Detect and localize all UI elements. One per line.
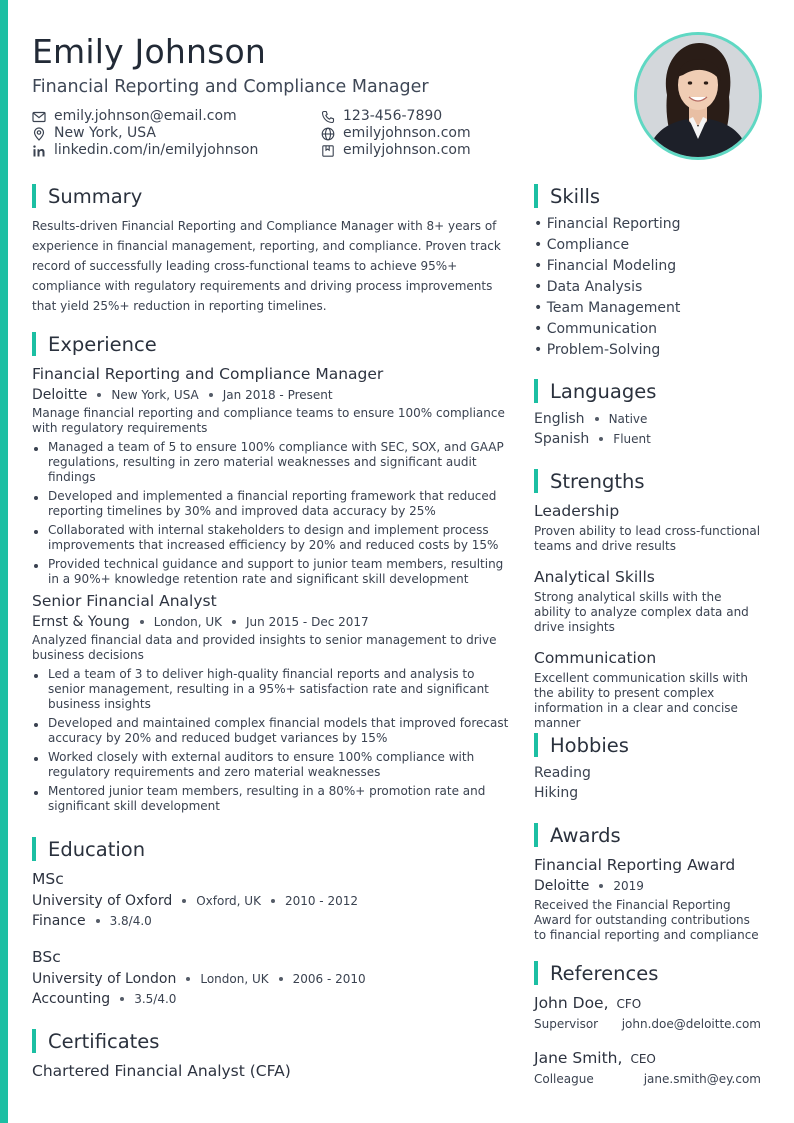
contact-email[interactable] [32, 108, 237, 125]
reference-name: Jane Smith, [534, 1049, 623, 1067]
school-location: Oxford, UK [196, 894, 261, 908]
reference-details [534, 1017, 761, 1031]
strength-item [534, 502, 762, 554]
location-text: New York, USA [54, 125, 156, 141]
strength-name: Analytical Skills [534, 568, 655, 586]
contact-portfolio[interactable] [321, 142, 471, 159]
school-meta [32, 971, 366, 987]
certificates-heading: Certificates [32, 1029, 159, 1053]
gpa: 3.5/4.0 [134, 992, 177, 1006]
strength-name: Communication [534, 649, 657, 667]
job-location: New York, USA [111, 388, 199, 402]
reference-header [534, 1049, 761, 1067]
job-bullets [32, 440, 512, 587]
awards-heading: Awards [534, 823, 621, 847]
hobby-item: Hiking [534, 785, 579, 801]
skill-item: • Financial Modeling [534, 258, 677, 274]
language-level: Fluent [613, 432, 651, 446]
reference-email[interactable]: jane.smith@ey.com [643, 1072, 761, 1086]
phone-icon [321, 110, 335, 124]
job-meta [32, 387, 512, 403]
list-item: Mentored junior team members, resulting in a 80%+ promotion rate and significant skill development [32, 784, 512, 814]
list-item: Collaborated with internal stakeholders to design and implement process improvements that increased efficiency by 20% and reduced costs by 15% [32, 523, 512, 553]
linkedin-icon [32, 144, 46, 158]
contact-phone[interactable] [321, 108, 442, 125]
skill-item: • Problem-Solving [534, 342, 661, 358]
phone-text: 123-456-7890 [343, 108, 443, 124]
strength-description: Strong analytical skills with the ability to analyze complex data and drive insights [534, 590, 749, 634]
field-meta [32, 913, 358, 929]
reference-role: CFO [616, 997, 642, 1011]
education-item [32, 948, 366, 1007]
list-item: Worked closely with external auditors to ensure 100% compliance with regulatory requirements and zero material weaknesses [32, 750, 512, 780]
reference-email[interactable]: john.doe@deloitte.com [621, 1017, 761, 1031]
reference-details [534, 1072, 761, 1086]
languages-heading: Languages [534, 379, 656, 403]
education-heading: Education [32, 837, 145, 861]
language-level: Native [608, 412, 648, 426]
language-name: Spanish [534, 431, 590, 447]
language-item [534, 411, 651, 427]
list-item: Developed and maintained complex financial models that improved forecast accuracy by 20% and reduced budget variances by 15% [32, 716, 512, 746]
field-meta [32, 991, 366, 1007]
reference-item [534, 994, 761, 1031]
list-item: Developed and implemented a financial reporting framework that reduced reporting timelines by 30% and improved data accuracy by 25% [32, 489, 512, 519]
experience-item [32, 365, 512, 591]
skills-heading: Skills [534, 184, 600, 208]
education-item [32, 870, 358, 929]
company-name: Deloitte [32, 387, 88, 403]
school-name: University of Oxford [32, 893, 173, 909]
award-description: Received the Financial Reporting Award for outstanding contributions to financial reporting and compliance [534, 898, 759, 942]
experience-item [32, 592, 512, 818]
award-year: 2019 [613, 879, 644, 893]
skill-item: • Team Management [534, 300, 681, 316]
hobbies-heading: Hobbies [534, 733, 629, 757]
strength-item [534, 568, 762, 635]
profile-photo-image [637, 35, 759, 157]
job-description: Manage financial reporting and compliance teams to ensure 100% compliance with regulatory requirements [32, 406, 505, 435]
skills-list [534, 214, 681, 361]
field-of-study: Accounting [32, 991, 111, 1007]
list-item: Managed a team of 5 to ensure 100% compliance with SEC, SOX, and GAAP regulations, resulting in zero material weaknesses and significant audit findings [32, 440, 512, 485]
summary-heading: Summary [32, 184, 142, 208]
award-issuer: Deloitte [534, 878, 590, 894]
contact-location [32, 125, 156, 142]
strength-item [534, 649, 762, 731]
references-heading: References [534, 961, 658, 985]
profile-photo [634, 32, 762, 160]
degree: MSc [32, 870, 64, 888]
strength-description: Proven ability to lead cross-functional teams and drive results [534, 524, 761, 553]
school-dates: 2006 - 2010 [292, 972, 366, 986]
reference-header [534, 994, 761, 1012]
reference-name: John Doe, [534, 994, 609, 1012]
reference-role: CEO [630, 1052, 656, 1066]
skill-item: • Compliance [534, 237, 630, 253]
certificate-item: Chartered Financial Analyst (CFA) [32, 1062, 291, 1080]
strength-name: Leadership [534, 502, 620, 520]
strengths-heading: Strengths [534, 469, 645, 493]
person-name: Emily Johnson [32, 32, 267, 71]
job-description: Analyzed financial data and provided insights to senior management to drive business decisions [32, 633, 497, 662]
experience-heading: Experience [32, 332, 157, 356]
list-item: Provided technical guidance and support to junior team members, resulting in a 90%+ knowledge retention rate and significant skill development [32, 557, 512, 587]
hobby-item: Reading [534, 765, 591, 781]
award-name: Financial Reporting Award [534, 856, 736, 874]
award-item [534, 856, 762, 943]
person-title: Financial Reporting and Compliance Manager [32, 77, 429, 97]
reference-item [534, 1049, 761, 1086]
job-dates: Jan 2018 - Present [222, 388, 333, 402]
linkedin-text: linkedin.com/in/emilyjohnson [54, 142, 259, 158]
summary-text: Results-driven Financial Reporting and Compliance Manager with 8+ years of experience in financial management, reporting, and compliance. Proven track record of successfully leading cross-functional teams to achieve 95%+ compliance with regulatory requirements and driving process improvements that yield 25%+ reduction in reporting timelines. [32, 219, 501, 313]
email-text: emily.johnson@email.com [54, 108, 237, 124]
school-meta [32, 893, 358, 909]
language-item [534, 431, 651, 447]
language-name: English [534, 411, 585, 427]
job-dates: Jun 2015 - Dec 2017 [246, 615, 369, 629]
skill-item: • Data Analysis [534, 279, 643, 295]
job-title: Senior Financial Analyst [32, 592, 217, 610]
field-of-study: Finance [32, 913, 86, 929]
location-pin-icon [32, 127, 46, 141]
contact-website[interactable] [321, 125, 471, 142]
award-meta [534, 878, 762, 894]
website-text: emilyjohnson.com [343, 125, 471, 141]
globe-icon [321, 127, 335, 141]
hobbies-list [534, 765, 591, 801]
list-item: Led a team of 3 to deliver high-quality financial reports and analysis to senior management, resulting in a 95%+ satisfaction rate and significant business insights [32, 667, 512, 712]
degree: BSc [32, 948, 61, 966]
skill-item: • Financial Reporting [534, 216, 681, 232]
contact-linkedin[interactable] [32, 142, 258, 159]
company-name: Ernst & Young [32, 614, 130, 630]
mail-icon [32, 110, 46, 124]
portfolio-text: emilyjohnson.com [343, 142, 471, 158]
strength-description: Excellent communication skills with the ability to present complex information in a clear and concise manner [534, 671, 748, 730]
skill-item: • Communication [534, 321, 658, 337]
job-bullets [32, 667, 512, 814]
job-location: London, UK [153, 615, 223, 629]
school-name: University of London [32, 971, 177, 987]
accent-bar [0, 0, 8, 1123]
reference-relation: Supervisor [534, 1017, 599, 1031]
bookmark-icon [321, 144, 335, 158]
school-dates: 2010 - 2012 [284, 894, 358, 908]
job-title: Financial Reporting and Compliance Manager [32, 365, 384, 383]
languages-list [534, 411, 651, 447]
reference-relation: Colleague [534, 1072, 594, 1086]
job-meta [32, 614, 512, 630]
resume-header [32, 30, 612, 158]
gpa: 3.8/4.0 [109, 914, 152, 928]
school-location: London, UK [200, 972, 269, 986]
